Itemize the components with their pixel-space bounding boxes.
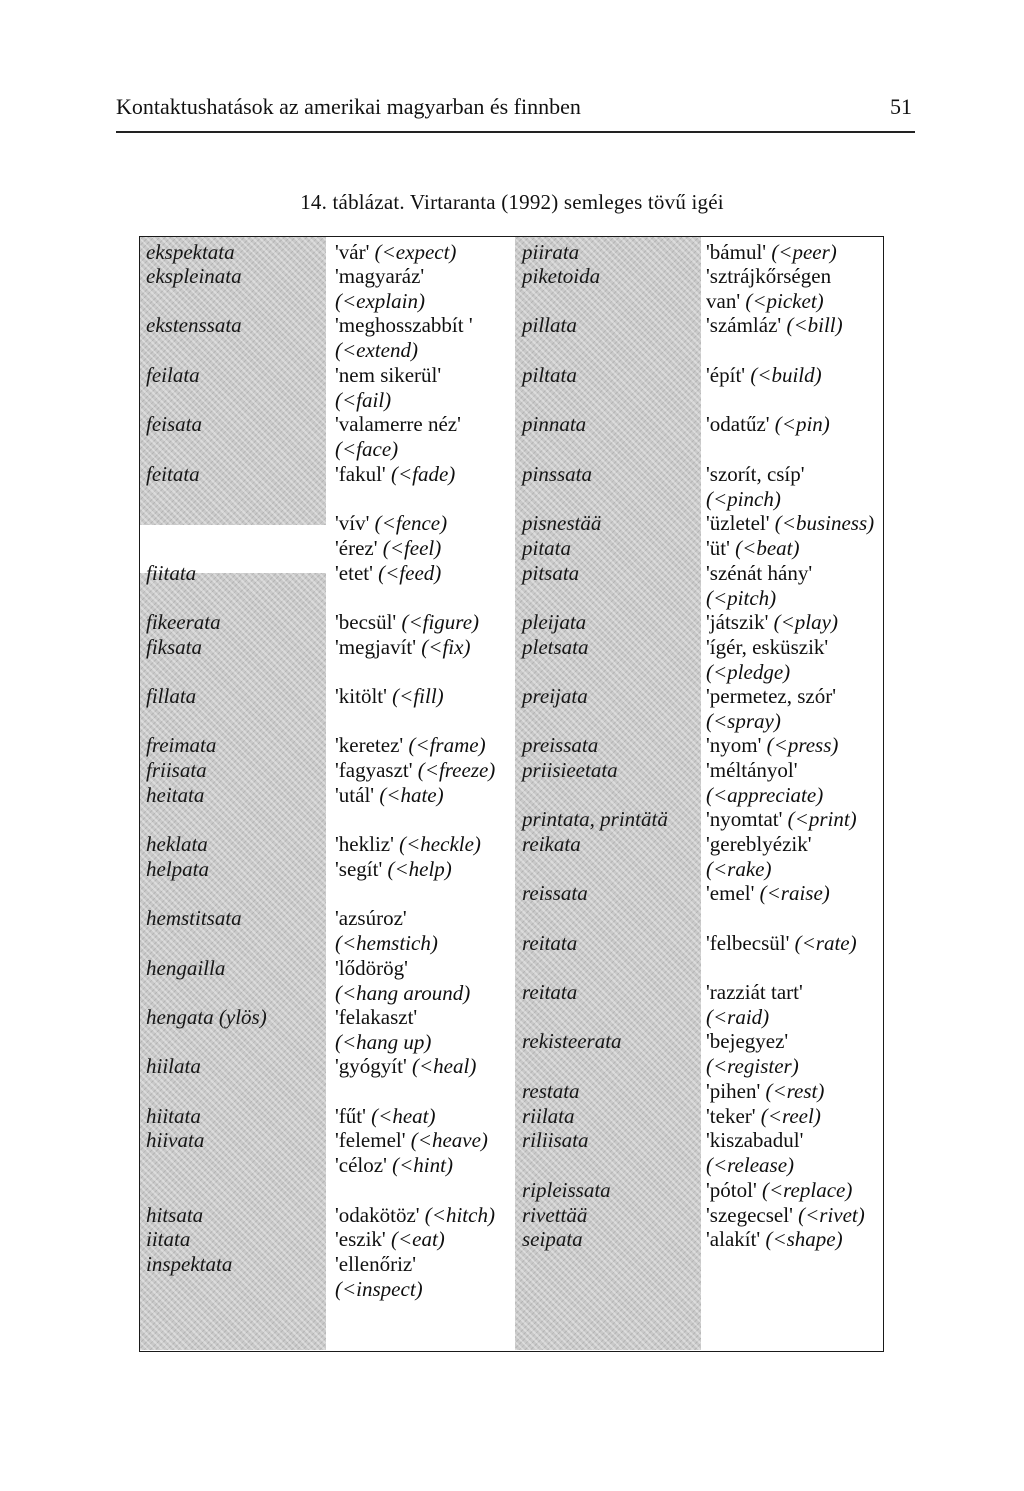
left_column-verb-0: ekspektata bbox=[146, 240, 235, 264]
left_column-source-20: (<heal) bbox=[412, 1054, 477, 1078]
right_column-gloss-text-17: 'felbecsül' bbox=[706, 931, 790, 955]
right_column-source-2: (<bill) bbox=[786, 313, 843, 337]
left_column-source-2: (<extend) bbox=[335, 337, 418, 362]
left_column-source-26: (<inspect) bbox=[335, 1276, 423, 1301]
left_column-source-6: (<fence) bbox=[374, 511, 448, 535]
left_column-gloss-text-26: 'ellenőriz' bbox=[335, 1252, 417, 1276]
left_column-source-18: (<hang around) bbox=[335, 980, 471, 1005]
right_column-source-18: (<raid) bbox=[706, 1004, 770, 1029]
right_column-verb-14: printata, printätä bbox=[522, 807, 668, 831]
left_column-gloss-text-6: 'vív' bbox=[335, 511, 370, 535]
right_column-verb-4: pinnata bbox=[522, 412, 587, 436]
right_column-gloss-18 bbox=[706, 980, 803, 1029]
left_column-gloss-17 bbox=[335, 906, 438, 955]
right_column-verb-2: pillata bbox=[522, 313, 577, 337]
left_column-verb-14: heitata bbox=[146, 783, 205, 807]
left_column-gloss-11 bbox=[335, 684, 444, 709]
left_column-verb-26: inspektata bbox=[146, 1252, 233, 1276]
right_column-source-23: (<replace) bbox=[762, 1178, 853, 1202]
left_column-source-16: (<help) bbox=[387, 857, 452, 881]
left_column-verb-11: fillata bbox=[146, 684, 197, 708]
left_column-gloss-text-11: 'kitölt' bbox=[335, 684, 387, 708]
right_column-gloss-2 bbox=[706, 313, 843, 338]
right_column-source-25: (<shape) bbox=[765, 1227, 843, 1251]
right_column-source-20: (<rest) bbox=[765, 1079, 825, 1103]
right_column-gloss-text-13: 'méltányol' bbox=[706, 758, 798, 782]
left_column-gloss-10 bbox=[335, 635, 470, 660]
right_column-gloss-11 bbox=[706, 684, 836, 733]
left_column-gloss-9 bbox=[335, 610, 479, 635]
right_column-gloss-text-11: 'permetez, szór' bbox=[706, 684, 836, 708]
left_column-verb-18: hengailla bbox=[146, 956, 226, 980]
right_column-source-14: (<print) bbox=[787, 807, 857, 831]
right_column-verb-21: riilata bbox=[522, 1104, 575, 1128]
right_column-source-12: (<press) bbox=[766, 733, 839, 757]
left_column-gloss-text-24: 'odakötöz' bbox=[335, 1203, 420, 1227]
left_column-verb-22: hiivata bbox=[146, 1128, 205, 1152]
right_column-gloss-text-15: 'gereblyézik' bbox=[706, 832, 812, 856]
left_column-source-4: (<face) bbox=[335, 436, 399, 461]
left_column-verb-25: iitata bbox=[146, 1227, 191, 1251]
right_column-gloss-12 bbox=[706, 733, 838, 758]
right_column-verb-9: pleijata bbox=[522, 610, 587, 634]
left_column-gloss-22 bbox=[335, 1128, 488, 1153]
left_column-source-5: (<fade) bbox=[390, 462, 456, 486]
left_column-gloss-text-15: 'hekliz' bbox=[335, 832, 394, 856]
left_column-source-11: (<fill) bbox=[392, 684, 444, 708]
left_column-source-17: (<hemstich) bbox=[335, 930, 438, 955]
left_column-gloss-16 bbox=[335, 857, 452, 882]
left_column-source-1: (<explain) bbox=[335, 288, 425, 313]
right_column-source-16: (<raise) bbox=[759, 881, 830, 905]
right_column-gloss-text-8: 'szénát hány' bbox=[706, 561, 813, 585]
right_column-gloss-text-19: 'bejegyez' bbox=[706, 1029, 789, 1053]
right_column-gloss-16 bbox=[706, 881, 830, 906]
right_column-verb-6: pisnestää bbox=[522, 511, 602, 535]
right_column-gloss-text-2: 'számláz' bbox=[706, 313, 782, 337]
left_column-gloss-text-17: 'azsúroz' bbox=[335, 906, 407, 930]
left_column-gloss-text-4: 'valamerre néz' bbox=[335, 412, 461, 436]
left_column-gloss-8 bbox=[335, 561, 441, 586]
right_column-source-4: (<pin) bbox=[774, 412, 830, 436]
right_column-gloss-text-22: 'kiszabadul' bbox=[706, 1128, 804, 1152]
right_column-gloss-text-24: 'szegecsel' bbox=[706, 1203, 793, 1227]
left_column-source-22: (<heave) bbox=[410, 1128, 488, 1152]
left_column-gloss-15 bbox=[335, 832, 481, 857]
right_column-gloss-5 bbox=[706, 462, 805, 511]
right_column-gloss-text-4: 'odatűz' bbox=[706, 412, 770, 436]
left_column-verb-2: ekstenssata bbox=[146, 313, 242, 337]
left_column-gloss-24 bbox=[335, 1203, 495, 1228]
left_column-verb-17: hemstitsata bbox=[146, 906, 242, 930]
left_column-source-19: (<hang up) bbox=[335, 1029, 432, 1054]
right_column-source-15: (<rake) bbox=[706, 856, 772, 881]
right_column-verb-3: piltata bbox=[522, 363, 577, 387]
right_column-verb-11: preijata bbox=[522, 684, 588, 708]
right_column-verb-23: ripleissata bbox=[522, 1178, 611, 1202]
right_column-gloss-text-3: 'épít' bbox=[706, 363, 746, 387]
right_column-gloss-1: 'sztrájkőrségen van' (<picket) bbox=[706, 264, 832, 313]
right_column-source-11: (<spray) bbox=[706, 708, 781, 733]
right_column-source-21: (<reel) bbox=[760, 1104, 821, 1128]
left_column-gloss-text-21: 'fűt' bbox=[335, 1104, 366, 1128]
right_column-source-22: (<release) bbox=[706, 1152, 795, 1177]
left_column-gloss-text-2: 'meghosszabbít ' bbox=[335, 313, 473, 337]
right_column-gloss-text-12: 'nyom' bbox=[706, 733, 762, 757]
right_column-gloss-4 bbox=[706, 412, 830, 437]
right_column-source-1: (<picket) bbox=[745, 288, 824, 313]
right_column-gloss-text-18: 'razziát tart' bbox=[706, 980, 803, 1004]
left_column-verb-10: fiksata bbox=[146, 635, 202, 659]
right_column-verb-13: priisieetata bbox=[522, 758, 618, 782]
left_column-source-23: (<hint) bbox=[392, 1153, 453, 1177]
left_column-gloss-3 bbox=[335, 363, 441, 412]
left_column-gloss-1 bbox=[335, 264, 425, 313]
right_column-source-7: (<beat) bbox=[735, 536, 800, 560]
right_column-verb-8: pitsata bbox=[522, 561, 580, 585]
right_column-gloss-25 bbox=[706, 1227, 843, 1252]
verb-table bbox=[139, 236, 884, 1352]
right_column-verb-18: reitata bbox=[522, 980, 578, 1004]
left_column-gloss-19 bbox=[335, 1005, 431, 1054]
right_column-gloss-text-14: 'nyomtat' bbox=[706, 807, 783, 831]
right_column-gloss-20 bbox=[706, 1079, 824, 1104]
right_column-source-10: (<pledge) bbox=[706, 659, 791, 684]
right_column-gloss-0 bbox=[706, 240, 837, 265]
left_column-gloss-text-13: 'fagyaszt' bbox=[335, 758, 413, 782]
right_column-source-19: (<register) bbox=[706, 1053, 799, 1078]
left_column-verb-5: feitata bbox=[146, 462, 200, 486]
left_column-gloss-14 bbox=[335, 783, 444, 808]
left_column-gloss-20 bbox=[335, 1054, 476, 1079]
right_column-verb-20: restata bbox=[522, 1079, 580, 1103]
right_column-verb-24: rivettää bbox=[522, 1203, 588, 1227]
right_column-gloss-7 bbox=[706, 536, 799, 561]
left_column-source-14: (<hate) bbox=[379, 783, 444, 807]
left_column-verb-21: hiitata bbox=[146, 1104, 201, 1128]
left_column-gloss-2 bbox=[335, 313, 473, 362]
right_column-gloss-text-16: 'emel' bbox=[706, 881, 755, 905]
right_column-gloss-text-21: 'teker' bbox=[706, 1104, 756, 1128]
right_column-gloss-19 bbox=[706, 1029, 799, 1078]
right_column-gloss-text-7: 'üt' bbox=[706, 536, 730, 560]
left_column-gloss-26 bbox=[335, 1252, 423, 1301]
left_column-gloss-text-20: 'gyógyít' bbox=[335, 1054, 407, 1078]
table-caption: 14. táblázat. Virtaranta (1992) semleges tövű igéi bbox=[300, 190, 724, 214]
left_column-gloss-text-7: 'érez' bbox=[335, 536, 378, 560]
left_column-verb-13: friisata bbox=[146, 758, 207, 782]
right_column-gloss-15 bbox=[706, 832, 812, 881]
running-head bbox=[116, 92, 912, 126]
right_column-verb-1: piketoida bbox=[522, 264, 601, 288]
right_column-gloss-22 bbox=[706, 1128, 803, 1177]
left_column-gloss-text-12: 'keretez' bbox=[335, 733, 404, 757]
right_column-gloss-text-25: 'alakít' bbox=[706, 1227, 761, 1251]
right_column-verb-7: pitata bbox=[522, 536, 572, 560]
left_column-source-9: (<figure) bbox=[401, 610, 480, 634]
left_column-gloss-text-9: 'becsül' bbox=[335, 610, 397, 634]
left_column-source-21: (<heat) bbox=[371, 1104, 436, 1128]
left_column-gloss-13 bbox=[335, 758, 495, 783]
right_column-verb-25: seipata bbox=[522, 1227, 583, 1251]
right_column-verb-10: pletsata bbox=[522, 635, 589, 659]
right_column-gloss-text-6: 'üzletel' bbox=[706, 511, 770, 535]
left_column-gloss-text-1: 'magyaráz' bbox=[335, 264, 425, 288]
right_column-verb-5: pinssata bbox=[522, 462, 593, 486]
left_column-verb-24: hitsata bbox=[146, 1203, 204, 1227]
left_column-source-3: (<fail) bbox=[335, 387, 392, 412]
left_column-verb-20: hiilata bbox=[146, 1054, 201, 1078]
page-number: 51 bbox=[890, 94, 912, 119]
left_column-source-25: (<eat) bbox=[390, 1227, 445, 1251]
right_column-verb-22: riliisata bbox=[522, 1128, 589, 1152]
left_column-source-0: (<expect) bbox=[374, 240, 457, 264]
left_column-verb-3: feilata bbox=[146, 363, 200, 387]
right_column-verb-12: preissata bbox=[522, 733, 599, 757]
right_column-source-24: (<rivet) bbox=[798, 1203, 865, 1227]
right_column-gloss-10 bbox=[706, 635, 828, 684]
left_column-gloss-5 bbox=[335, 462, 455, 487]
right_column-gloss-text-5: 'szorít, csíp' bbox=[706, 462, 805, 486]
right_column-source-17: (<rate) bbox=[794, 931, 857, 955]
left_column-gloss-25 bbox=[335, 1227, 445, 1252]
left_column-gloss-23 bbox=[335, 1153, 453, 1178]
header-rule bbox=[116, 131, 915, 133]
right_column-gloss-14 bbox=[706, 807, 857, 832]
left_column-gloss-7 bbox=[335, 536, 441, 561]
left_column-verb-12: freimata bbox=[146, 733, 217, 757]
left_column-gloss-text-14: 'utál' bbox=[335, 783, 375, 807]
left_column-gloss-text-23: 'céloz' bbox=[335, 1153, 387, 1177]
left_column-gloss-4 bbox=[335, 412, 461, 461]
right_column-gloss-text-9: 'játszik' bbox=[706, 610, 769, 634]
left_column-source-8: (<feed) bbox=[378, 561, 442, 585]
left_column-source-10: (<fix) bbox=[421, 635, 471, 659]
right_column-source-0: (<peer) bbox=[771, 240, 837, 264]
right_column-verb-15: reikata bbox=[522, 832, 581, 856]
left_column-gloss-text-25: 'eszik' bbox=[335, 1227, 386, 1251]
right_column-source-6: (<business) bbox=[774, 511, 875, 535]
running-head-title: Kontaktushatások az amerikai magyarban és finnben bbox=[116, 94, 581, 119]
right_column-verb-19: rekisteerata bbox=[522, 1029, 622, 1053]
left_column-verb-4: feisata bbox=[146, 412, 202, 436]
left_column-gloss-0 bbox=[335, 240, 456, 265]
left_column-gloss-text-22: 'felemel' bbox=[335, 1128, 406, 1152]
right_column-gloss-24 bbox=[706, 1203, 865, 1228]
left_column-source-24: (<hitch) bbox=[424, 1203, 495, 1227]
left_column-gloss-text-18: 'lődörög' bbox=[335, 956, 408, 980]
right_column-gloss-23 bbox=[706, 1178, 852, 1203]
right_column-gloss-6 bbox=[706, 511, 874, 536]
left_column-gloss-18 bbox=[335, 956, 470, 1005]
left_column-verb-16: helpata bbox=[146, 857, 209, 881]
right_column-gloss-17 bbox=[706, 931, 857, 956]
right_column-source-9: (<play) bbox=[773, 610, 838, 634]
left_column-gloss-6 bbox=[335, 511, 447, 536]
left_column-source-12: (<frame) bbox=[408, 733, 486, 757]
right_column-verb-17: reitata bbox=[522, 931, 578, 955]
left_column-gloss-text-0: 'vár' bbox=[335, 240, 370, 264]
right_column-source-13: (<appreciate) bbox=[706, 782, 824, 807]
left_column-source-7: (<feel) bbox=[382, 536, 442, 560]
left_column-verb-1: ekspleinata bbox=[146, 264, 242, 288]
right_column-gloss-text-10: 'ígér, esküszik' bbox=[706, 635, 829, 659]
left_column-source-15: (<heckle) bbox=[399, 832, 481, 856]
left_column-verb-19: hengata (ylös) bbox=[146, 1005, 267, 1029]
left_column-gloss-12 bbox=[335, 733, 486, 758]
right_column-gloss-text-23: 'pótol' bbox=[706, 1178, 757, 1202]
left_column-gloss-text-19: 'felakaszt' bbox=[335, 1005, 418, 1029]
left_column-verb-15: heklata bbox=[146, 832, 208, 856]
right_column-source-3: (<build) bbox=[750, 363, 822, 387]
right_column-gloss-13 bbox=[706, 758, 823, 807]
right_column-gloss-8 bbox=[706, 561, 812, 610]
left_column-verb-9: fikeerata bbox=[146, 610, 221, 634]
right_column-verb-16: reissata bbox=[522, 881, 588, 905]
left_column-source-13: (<freeze) bbox=[417, 758, 496, 782]
right_column-verb-0: piirata bbox=[522, 240, 580, 264]
right_column-source-8: (<pitch) bbox=[706, 585, 777, 610]
right_column-gloss-9 bbox=[706, 610, 838, 635]
right_column-source-5: (<pinch) bbox=[706, 486, 781, 511]
right_column-gloss-text-0: 'bámul' bbox=[706, 240, 767, 264]
left_column-gloss-text-5: 'fakul' bbox=[335, 462, 386, 486]
right_column-gloss-3 bbox=[706, 363, 822, 388]
left_column-gloss-text-10: 'megjavít' bbox=[335, 635, 417, 659]
right_column-gloss-text-1: 'sztrájkőrségen bbox=[706, 264, 832, 288]
left_column-gloss-21 bbox=[335, 1104, 435, 1129]
right_column-gloss-text-20: 'pihen' bbox=[706, 1079, 761, 1103]
left_column-gloss-text-16: 'segít' bbox=[335, 857, 383, 881]
left_column-verb-8: fiitata bbox=[146, 561, 197, 585]
left_column-gloss-text-3: 'nem sikerül' bbox=[335, 363, 442, 387]
left_column-gloss-text-8: 'etet' bbox=[335, 561, 373, 585]
right_column-gloss-21 bbox=[706, 1104, 821, 1129]
